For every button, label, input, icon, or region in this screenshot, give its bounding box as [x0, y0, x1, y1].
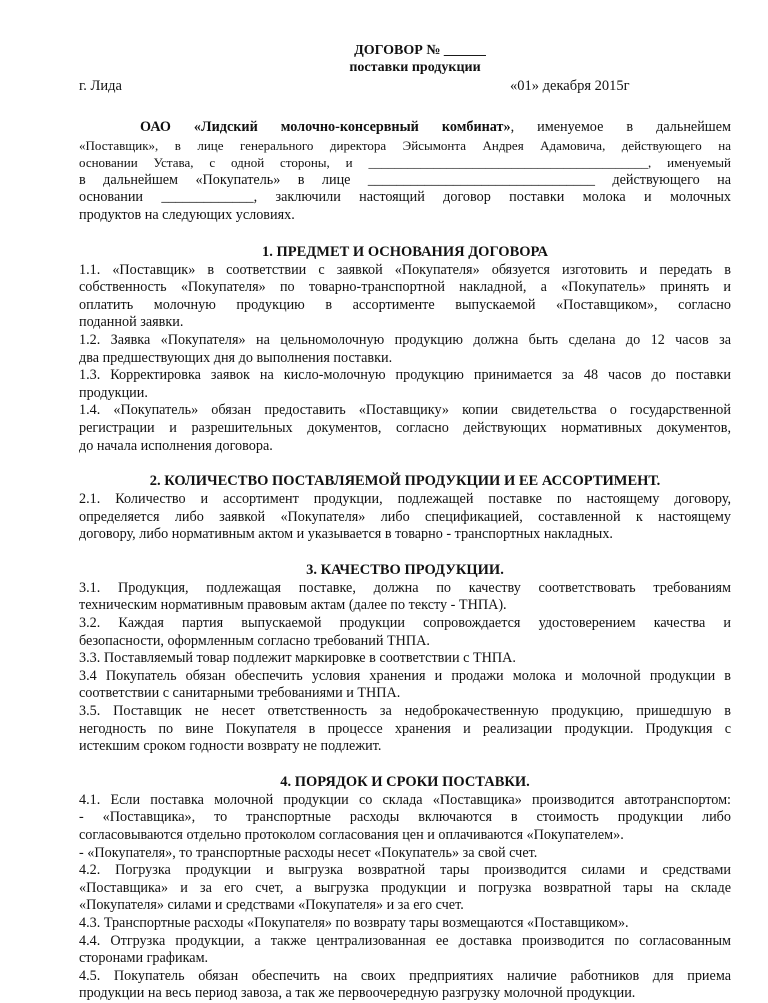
section-3-line: безопасности, оформленным согласно требований ТНПА. [79, 632, 430, 649]
section-1-line: до начала исполнения договора. [79, 437, 273, 454]
city: г. Лида [79, 78, 122, 94]
section-3-line: 3.1. Продукция, подлежащая поставке, должна по качеству соответствовать требованиям [79, 579, 731, 596]
section-3-body [79, 580, 731, 756]
section-4-line: 4.2. Погрузка продукции и выгрузка возвратной тары производится силами и средствами [79, 862, 731, 879]
section-1-line: два предшествующих дня до выполнения поставки. [79, 349, 393, 366]
section-4-line: 4.3. Транспортные расходы «Покупателя» по возврату тары возмещаются «Поставщиком». [79, 914, 629, 931]
section-4-line: 4.4. Отгрузка продукции, а также централизованная ее доставка производится по согласованным [79, 932, 731, 949]
section-4-line: «Поставщика» и за его счет, а выгрузка продукции и погрузка возвратной тары на складе [79, 879, 731, 896]
section-3-line: соответствии с санитарными требованиями и ТНПА. [79, 685, 401, 702]
section-4-heading: 4. ПОРЯДОК И СРОКИ ПОСТАВКИ. [280, 773, 530, 790]
section-1-line: собственность «Покупателя» по товарно-транспортной накладной, а «Покупатель» принять и [79, 279, 731, 296]
section-2-line: определяется либо заявкой «Покупателя» либо спецификацией, составленной к настоящему [79, 508, 731, 525]
section-4-body [79, 792, 731, 1003]
section-3-line: 3.5. Поставщик не несет ответственность за недоброкачественную продукцию, пришедшую в [79, 703, 731, 720]
contract-date: «01» декабря 2015г [510, 78, 630, 94]
section-1-line: 1.1. «Поставщик» в соответствии с заявкой «Покупателя» обязуется изготовить и передать в [79, 261, 731, 278]
section-4-line: - «Поставщика», то транспортные расходы включаются в стоимость продукции либо [79, 809, 731, 826]
section-4-line: - «Покупателя», то транспортные расходы несет «Покупатель» за свой счет. [79, 844, 538, 861]
section-3-line: 3.2. Каждая партия выпускаемой продукции сопровождается удостоверением качества и [79, 615, 731, 632]
section-4-line: согласовываются отдельно протоколом согласования цен и оплачиваются «Покупателем». [79, 827, 624, 843]
section-4-line: 4.1. Если поставка молочной продукции со склада «Поставщика» производится автотранспортом: [79, 791, 731, 808]
section-4-line: 4.5. Покупатель обязан обеспечить на своих предприятиях наличие работников для приема [79, 967, 731, 984]
section-2-heading: 2. КОЛИЧЕСТВО ПОСТАВЛЯЕМОЙ ПРОДУКЦИИ И ЕЕ АССОРТИМЕНТ. [149, 473, 661, 490]
title-block [79, 42, 731, 76]
intro-line: основании _____________, заключили настоящий договор поставки молока и молочных [79, 189, 731, 206]
section-4-line: продукции на весь период завоза, а так же первоочередную разгрузку молочной продукции. [79, 985, 636, 1002]
section-1-line: поданной заявки. [79, 314, 184, 331]
section-3-line: техническим нормативным правовым актам (далее по тексту - ТНПА). [79, 597, 507, 614]
intro-line: в дальнейшем «Покупатель» в лице ________________________________ действующего на [79, 171, 731, 188]
section-3-line: истекшим сроком годности возврату не подлежит. [79, 738, 382, 755]
section-3-line: негодность по вине Покупателя в процессе хранения и реализации продукции. Продукция с [79, 720, 731, 737]
document-subtitle: поставки продукции [349, 60, 481, 75]
intro-line-text: , именуемое в дальнейшем [510, 119, 731, 135]
contract-page [79, 42, 731, 1003]
company-name: ОАО «Лидский молочно-консервный комбинат» [140, 119, 511, 135]
intro-line: основании Устава, с одной стороны, и ___________________________________________, именуемый [79, 155, 731, 171]
section-3-line: 3.3. Поставляемый товар подлежит маркировке в соответствии с ТНПА. [79, 650, 516, 667]
section-1-line: продукции. [79, 384, 148, 401]
section-3-heading: 3. КАЧЕСТВО ПРОДУКЦИИ. [306, 561, 504, 578]
section-1-heading: 1. ПРЕДМЕТ И ОСНОВАНИЯ ДОГОВОРА [261, 243, 549, 260]
section-1-line: 1.3. Корректировка заявок на кисло-молочную продукцию принимается за 48 часов до поставки [79, 367, 731, 384]
section-1-line: 1.2. Заявка «Покупателя» на цельномолочную продукцию должна быть сделана до 12 часов за [79, 331, 731, 348]
place-date-row [79, 76, 731, 96]
section-2-line: договору, либо нормативным актом и указывается в товарно - транспортных накладных. [79, 526, 613, 543]
section-2-line: 2.1. Количество и ассортимент продукции, подлежащей поставке по настоящему договору, [79, 491, 731, 508]
intro-paragraph [79, 119, 731, 225]
section-1-line: 1.4. «Покупатель» обязан предоставить «Поставщику» копии свидетельства о государственной [79, 402, 731, 419]
intro-line [79, 119, 731, 137]
section-4-line: «Покупателя» силами и средствами «Покупателя» и за его счет. [79, 897, 464, 914]
document-title: ДОГОВОР № ______ [354, 43, 486, 58]
section-1-body [79, 262, 731, 456]
section-2-body [79, 491, 731, 544]
section-4-line: сторонами графикам. [79, 950, 209, 967]
section-1-line: оплатить молочную продукцию в ассортименте выпускаемой «Поставщиком», согласно [79, 296, 731, 313]
intro-line: «Поставщик», в лице генерального директора Эйсымонта Андрея Адамовича, действующего на [79, 137, 731, 153]
intro-line: продуктов на следующих условиях. [79, 206, 295, 223]
section-3-line: 3.4 Покупатель обязан обеспечить условия хранения и продажи молока и молочной продукции в [79, 667, 731, 684]
section-1-line: регистрации и разрешительных документов, согласно действующих нормативных документов, [79, 419, 731, 436]
